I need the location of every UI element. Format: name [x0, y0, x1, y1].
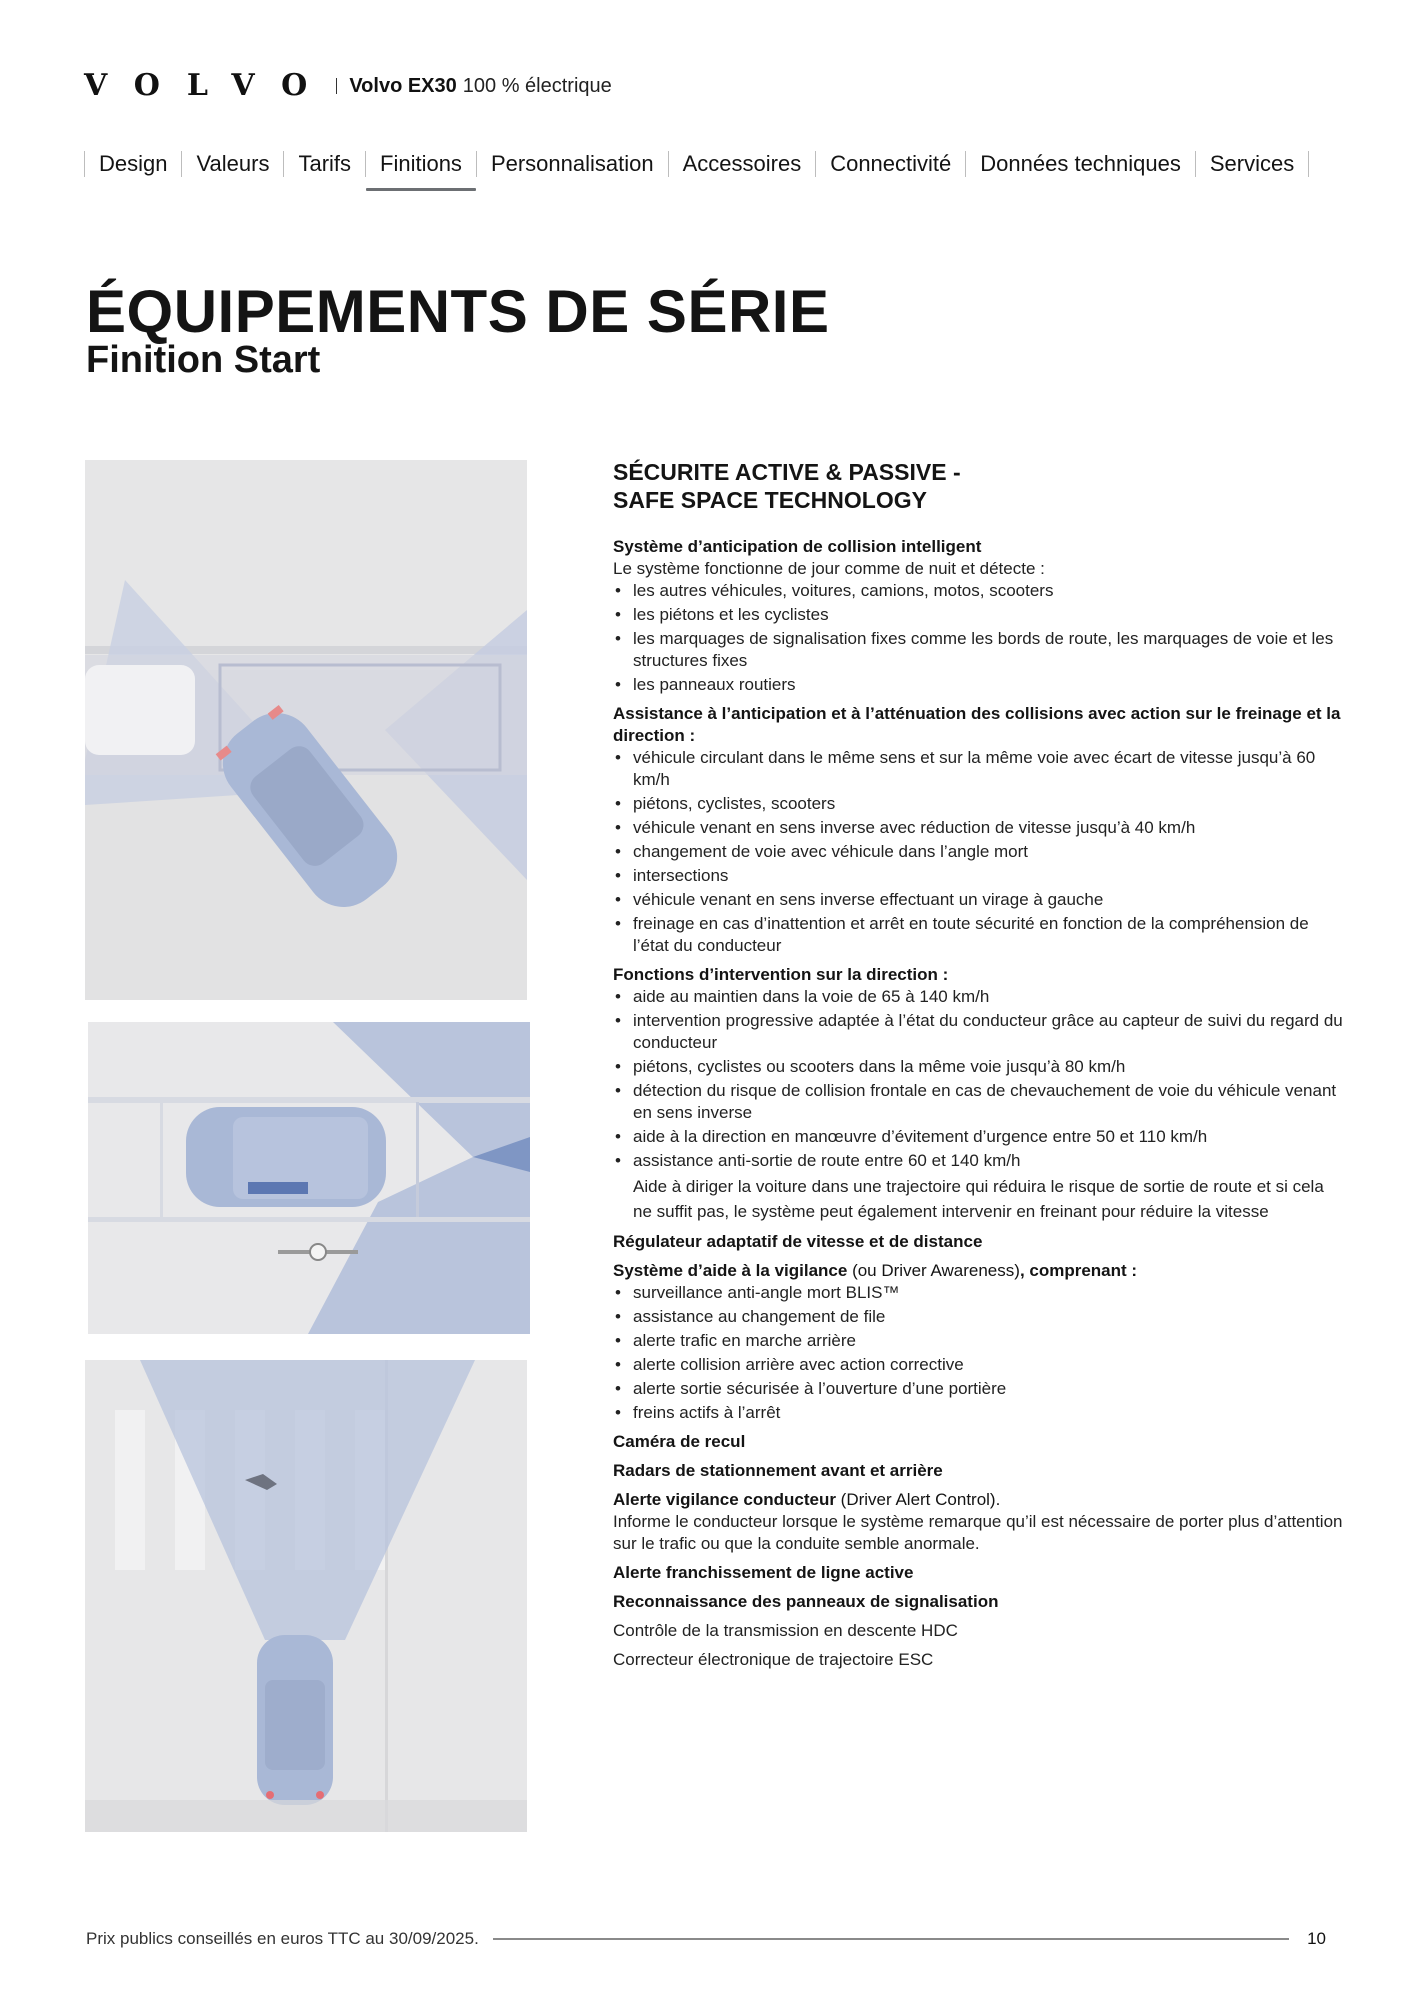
- header-divider: [336, 78, 337, 94]
- nav-item-accessoires[interactable]: Accessoires: [682, 151, 802, 176]
- model-name: Volvo EX30: [349, 74, 457, 97]
- block-title: [613, 1260, 1343, 1282]
- list-item: • véhicule venant en sens inverse effectuant un virage à gauche: [613, 889, 1343, 911]
- signs-block: [613, 1591, 1343, 1613]
- list-item: • alerte sortie sécurisée à l’ouverture d’une portière: [613, 1378, 1343, 1400]
- title-bold-end: , comprenant :: [1019, 1261, 1138, 1280]
- equipment-list: [613, 458, 1343, 1678]
- section-nav: [84, 145, 1309, 183]
- steering-note: Aide à diriger la voiture dans une trajectoire qui réduira le risque de sortie de route et si cela ne suffit pas, le système peut également intervenir en freinant pour réduire la vitesse: [633, 1177, 1324, 1221]
- block-text: Informe le conducteur lorsque le système remarque qu’il est nécessaire de porter plus d’attention sur le trafic ou que la conduite semble anormale.: [613, 1512, 1343, 1553]
- block-title: Système d’anticipation de collision intelligent: [613, 537, 982, 556]
- list-item: • piétons, cyclistes, scooters: [613, 793, 1343, 815]
- list-item: • freinage en cas d’inattention et arrêt en toute sécurité en fonction de la compréhension de l’état du conducteur: [613, 913, 1343, 957]
- acc-block: [613, 1231, 1343, 1253]
- nav-item-donnees-techniques[interactable]: Données techniques: [980, 151, 1181, 176]
- block-title: Radars de stationnement avant et arrière: [613, 1461, 943, 1480]
- list-item: • les piétons et les cyclistes: [613, 604, 1343, 626]
- list-item: • aide à la direction en manœuvre d’évitement d’urgence entre 50 et 110 km/h: [613, 1126, 1343, 1148]
- list-item: • intersections: [613, 865, 1343, 887]
- page-subtitle: Finition Start: [86, 339, 321, 381]
- block-title: Assistance à l’anticipation et à l’atténuation des collisions avec action sur le freinage et la direction :: [613, 704, 1341, 745]
- section-title-line1: SÉCURITE ACTIVE & PASSIVE -: [613, 459, 961, 485]
- list-item: • piétons, cyclistes ou scooters dans la même voie jusqu’à 80 km/h: [613, 1056, 1343, 1078]
- vigilance-block: [613, 1260, 1343, 1424]
- volvo-logo[interactable]: VOLVO: [84, 68, 335, 103]
- header: [84, 68, 612, 104]
- nav-item-connectivite[interactable]: Connectivité: [830, 151, 952, 176]
- title-normal: (ou Driver Awareness): [847, 1261, 1020, 1280]
- list-item: • intervention progressive adaptée à l’état du conducteur grâce au capteur de suivi du regard du conducteur: [613, 1010, 1343, 1054]
- list-item: • surveillance anti-angle mort BLIS™: [613, 1282, 1343, 1304]
- page-title: ÉQUIPEMENTS DE SÉRIE: [86, 278, 830, 345]
- block-title: Alerte franchissement de ligne active: [613, 1563, 914, 1582]
- cyclist-detection-image: [88, 1022, 530, 1334]
- page-number: 10: [1307, 1929, 1326, 1948]
- block-title: [613, 1489, 1343, 1511]
- model-tagline: 100 % électrique: [462, 74, 612, 97]
- nav-item-tarifs[interactable]: Tarifs: [298, 151, 352, 176]
- list-item: • assistance anti-sortie de route entre 60 et 140 km/h: [613, 1150, 1343, 1172]
- list-item: • véhicule venant en sens inverse avec réduction de vitesse jusqu’à 40 km/h: [613, 817, 1343, 839]
- list-item: • les marquages de signalisation fixes comme les bords de route, les marquages de voie et les structures fixes: [613, 628, 1343, 672]
- list-item: • alerte trafic en marche arrière: [613, 1330, 1343, 1352]
- radars-block: [613, 1460, 1343, 1482]
- nav-item-design[interactable]: Design: [99, 151, 168, 176]
- title-normal: (Driver Alert Control).: [835, 1490, 1001, 1509]
- lane-block: [613, 1562, 1343, 1584]
- list-item: • véhicule circulant dans le même sens et sur la même voie avec écart de vitesse jusqu’à 60 km/h: [613, 747, 1343, 791]
- list-item: • aide au maintien dans la voie de 65 à 140 km/h: [613, 986, 1343, 1008]
- list-item: • freins actifs à l’arrêt: [613, 1402, 1343, 1424]
- list-item: • alerte collision arrière avec action corrective: [613, 1354, 1343, 1376]
- footer: [86, 1927, 1326, 1951]
- section-title: [613, 458, 1343, 514]
- list-item: • assistance au changement de file: [613, 1306, 1343, 1328]
- camera-block: [613, 1431, 1343, 1453]
- nav-divider: [1308, 151, 1309, 177]
- block-intro: Le système fonctionne de jour comme de nuit et détecte :: [613, 559, 1045, 578]
- parking-manoeuvre-image: [85, 460, 527, 1000]
- mitigation-block: [613, 703, 1343, 957]
- steering-block: [613, 964, 1343, 1224]
- block-title: Reconnaissance des panneaux de signalisation: [613, 1592, 999, 1611]
- block-title: Fonctions d’intervention sur la direction :: [613, 965, 949, 984]
- list-item: • les autres véhicules, voitures, camions, motos, scooters: [613, 580, 1343, 602]
- list-item: • les panneaux routiers: [613, 674, 1343, 696]
- block-text: Correcteur électronique de trajectoire ESC: [613, 1650, 934, 1669]
- list-item: • changement de voie avec véhicule dans l’angle mort: [613, 841, 1343, 863]
- price-note: Prix publics conseillés en euros TTC au 30/09/2025.: [86, 1929, 479, 1948]
- title-bold: Système d’aide à la vigilance: [613, 1261, 848, 1280]
- block-text: Contrôle de la transmission en descente HDC: [613, 1621, 958, 1640]
- nav-item-finitions[interactable]: Finitions: [366, 145, 476, 183]
- esc-block: [613, 1649, 1343, 1671]
- block-title: Caméra de recul: [613, 1432, 746, 1451]
- pedestrian-detection-image: [85, 1360, 527, 1832]
- section-title-line2: SAFE SPACE TECHNOLOGY: [613, 487, 927, 513]
- block-title: Régulateur adaptatif de vitesse et de distance: [613, 1232, 983, 1251]
- hdc-block: [613, 1620, 1343, 1642]
- title-bold: Alerte vigilance conducteur: [613, 1490, 836, 1509]
- nav-item-services[interactable]: Services: [1209, 151, 1295, 176]
- list-item: • détection du risque de collision frontale en cas de chevauchement de voie du véhicule venant en sens inverse: [613, 1080, 1343, 1124]
- footer-rule: [493, 1938, 1289, 1940]
- driver-alert-block: [613, 1489, 1343, 1555]
- nav-item-valeurs[interactable]: Valeurs: [196, 151, 270, 176]
- nav-item-personnalisation[interactable]: Personnalisation: [490, 151, 654, 176]
- collision-block: [613, 536, 1343, 696]
